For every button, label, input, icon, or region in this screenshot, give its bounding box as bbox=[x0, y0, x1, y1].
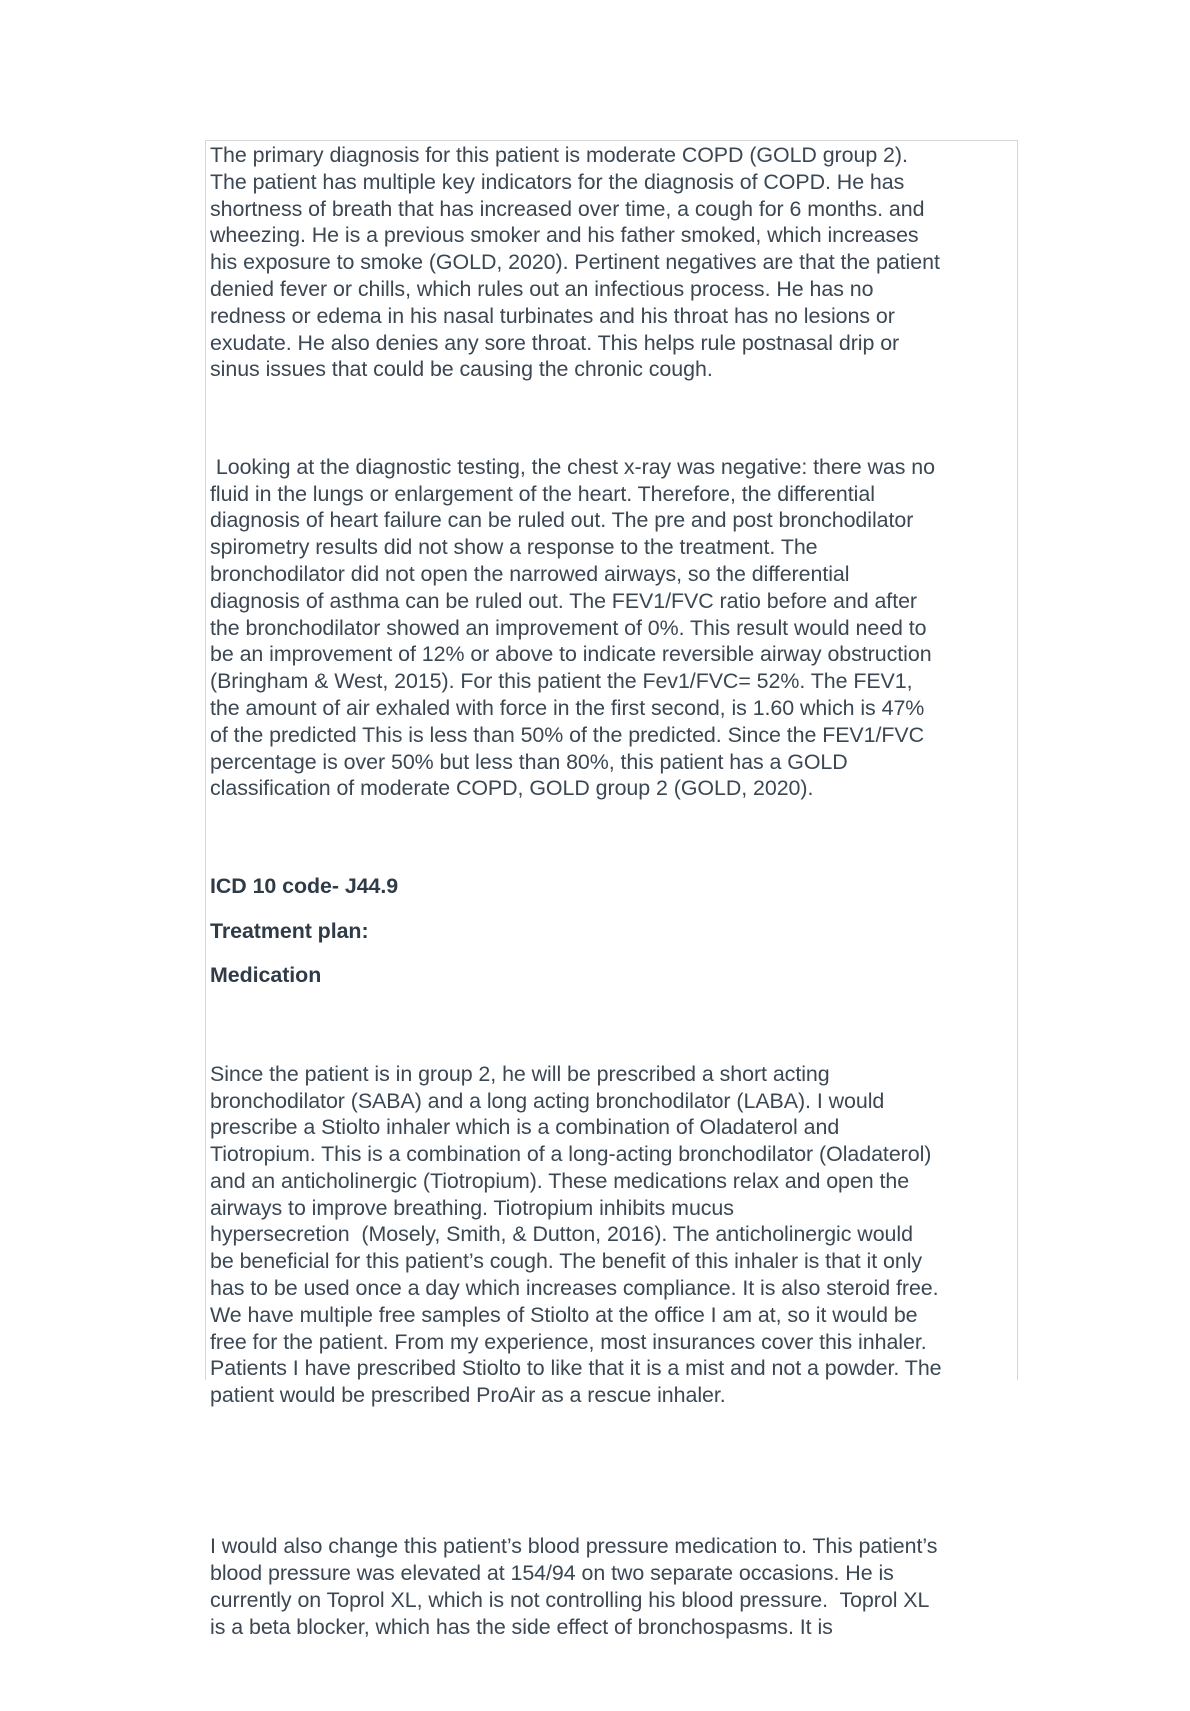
text-line: hypersecretion (Mosely, Smith, & Dutton, 2016). The anticholinergic would bbox=[210, 1222, 913, 1247]
text-line: of the predicted This is less than 50% of the predicted. Since the FEV1/FVC bbox=[210, 722, 925, 747]
text-line: the bronchodilator showed an improvement of 0%. This result would need to bbox=[210, 615, 927, 640]
text-line: diagnosis of heart failure can be ruled out. The pre and post bronchodilator bbox=[210, 508, 914, 533]
text-line: wheezing. He is a previous smoker and his father smoked, which increases bbox=[210, 223, 919, 248]
text-line: redness or edema in his nasal turbinates and his throat has no lesions or bbox=[210, 303, 895, 328]
paragraph-diagnostic-testing bbox=[210, 400, 1018, 856]
text-line: (Bringham & West, 2015). For this patient the Fev1/FVC= 52%. The FEV1, bbox=[210, 669, 913, 694]
text-line: classification of moderate COPD, GOLD group 2 (GOLD, 2020). bbox=[210, 776, 814, 801]
text-line: shortness of breath that has increased over time, a cough for 6 months. and bbox=[210, 196, 925, 221]
heading-treatment-plan: Treatment plan: bbox=[210, 918, 369, 943]
text-line: currently on Toprol XL, which is not controlling his blood pressure. Toprol XL bbox=[210, 1587, 930, 1612]
text-line: fluid in the lungs or enlargement of the heart. Therefore, the differential bbox=[210, 481, 875, 506]
text-line: is a beta blocker, which has the side effect of bronchospasms. It is bbox=[210, 1614, 833, 1639]
text-line: bronchodilator (SABA) and a long acting bronchodilator (LABA). I would bbox=[210, 1088, 885, 1113]
text-line: exudate. He also denies any sore throat. This helps rule postnasal drip or bbox=[210, 330, 900, 355]
text-line: Tiotropium. This is a combination of a long-acting bronchodilator (Oladaterol) bbox=[210, 1142, 932, 1167]
document-body bbox=[210, 142, 1018, 1711]
text-line: diagnosis of asthma can be ruled out. The FEV1/FVC ratio before and after bbox=[210, 588, 918, 613]
text-line: prescribe a Stiolto inhaler which is a combination of Oladaterol and bbox=[210, 1115, 840, 1140]
text-line: We have multiple free samples of Stiolto at the office I am at, so it would be bbox=[210, 1302, 918, 1327]
paragraph-blood-pressure bbox=[210, 1480, 1018, 1694]
text-line: free for the patient. From my experience, most insurances cover this inhaler. bbox=[210, 1329, 927, 1354]
paragraph-diagnosis bbox=[210, 142, 1018, 383]
text-line: blood pressure was elevated at 154/94 on two separate occasions. He is bbox=[210, 1561, 894, 1586]
text-line: The primary diagnosis for this patient is moderate COPD (GOLD group 2). bbox=[210, 143, 908, 167]
text-line: the amount of air exhaled with force in the first second, is 1.60 which is 47% bbox=[210, 695, 925, 720]
text-line: patient would be prescribed ProAir as a rescue inhaler. bbox=[210, 1383, 726, 1408]
text-line: be an improvement of 12% or above to indicate reversible airway obstruction bbox=[210, 642, 932, 667]
text-line: and an anticholinergic (Tiotropium). These medications relax and open the bbox=[210, 1168, 910, 1193]
text-line: has to be used once a day which increases compliance. It is also steroid free. bbox=[210, 1276, 939, 1301]
text-line: percentage is over 50% but less than 80%, this patient has a GOLD bbox=[210, 749, 848, 774]
heading-icd-code: ICD 10 code- J44.9 bbox=[210, 873, 399, 898]
text-line: his exposure to smoke (GOLD, 2020). Pertinent negatives are that the patient bbox=[210, 250, 940, 275]
text-line: Since the patient is in group 2, he will be prescribed a short acting bbox=[210, 1061, 830, 1086]
text-line: denied fever or chills, which rules out an infectious process. He has no bbox=[210, 276, 874, 301]
text-line: The patient has multiple key indicators for the diagnosis of COPD. He has bbox=[210, 169, 905, 194]
text-line: bronchodilator did not open the narrowed airways, so the differential bbox=[210, 561, 850, 586]
text-line: be beneficial for this patient’s cough. The benefit of this inhaler is that it only bbox=[210, 1249, 923, 1274]
paragraph-medication bbox=[210, 1007, 1018, 1463]
text-line: airways to improve breathing. Tiotropium inhibits mucus bbox=[210, 1195, 734, 1220]
text-line: sinus issues that could be causing the chronic cough. bbox=[210, 357, 713, 382]
text-line: I would also change this patient’s blood pressure medication to. This patient’s bbox=[210, 1534, 938, 1559]
text-line: Patients I have prescribed Stiolto to like that it is a mist and not a powder. The bbox=[210, 1356, 942, 1381]
text-line: spirometry results did not show a response to the treatment. The bbox=[210, 535, 818, 560]
heading-medication: Medication bbox=[210, 963, 322, 988]
text-line: Looking at the diagnostic testing, the chest x-ray was negative: there was no bbox=[210, 454, 935, 479]
